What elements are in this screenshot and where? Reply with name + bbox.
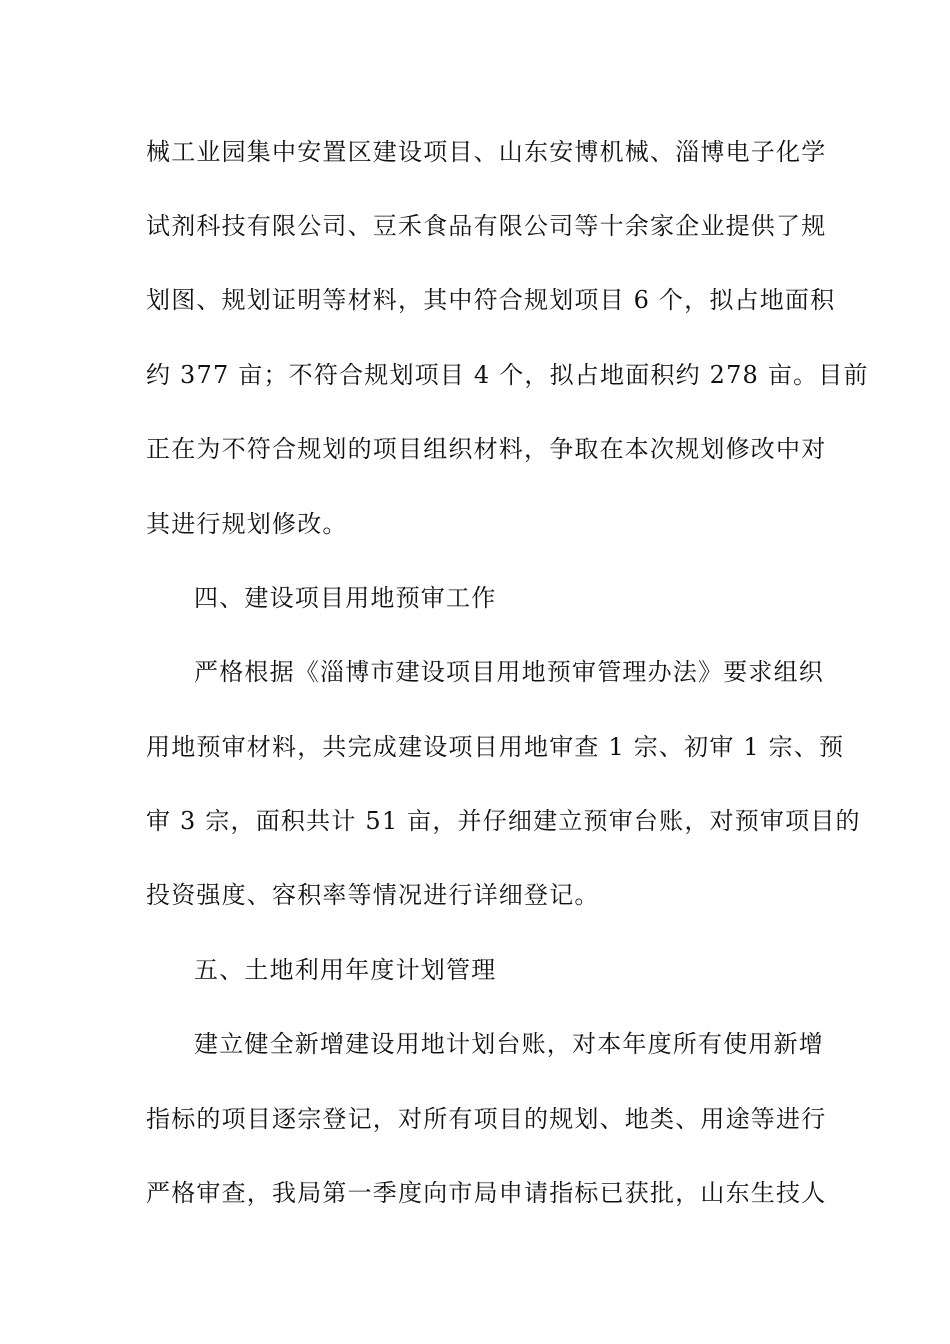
body-text-line: 严格根据《淄博市建设项目用地预审管理办法》要求组织 xyxy=(194,658,824,686)
body-text-line: 正在为不符合规划的项目组织材料，争取在本次规划修改中对 xyxy=(146,435,827,463)
body-text-line: 约 377 亩；不符合规划项目 4 个，拟占地面积约 278 亩。目前 xyxy=(146,361,869,389)
body-text-line: 建立健全新增建设用地计划台账，对本年度所有使用新增 xyxy=(194,1030,824,1058)
body-text-line: 严格审查，我局第一季度向市局申请指标已获批，山东生技人 xyxy=(146,1179,827,1207)
body-text-line: 投资强度、容积率等情况进行详细登记。 xyxy=(146,881,600,909)
body-text-line: 审 3 宗，面积共计 51 亩，并仔细建立预审台账，对预审项目的 xyxy=(146,807,861,835)
body-text-line: 用地预审材料，共完成建设项目用地审查 1 宗、初审 1 宗、预 xyxy=(146,733,845,761)
body-text-line: 指标的项目逐宗登记，对所有项目的规划、地类、用途等进行 xyxy=(146,1105,827,1133)
section-heading: 五、土地利用年度计划管理 xyxy=(194,956,497,984)
body-text-line: 划图、规划证明等材料，其中符合规划项目 6 个，拟占地面积 xyxy=(146,286,836,314)
section-heading: 四、建设项目用地预审工作 xyxy=(194,584,497,612)
body-text-line: 其进行规划修改。 xyxy=(146,510,348,538)
body-text-line: 试剂科技有限公司、豆禾食品有限公司等十余家企业提供了规 xyxy=(146,212,827,240)
body-text-line: 械工业园集中安置区建设项目、山东安博机械、淄博电子化学 xyxy=(146,138,827,166)
